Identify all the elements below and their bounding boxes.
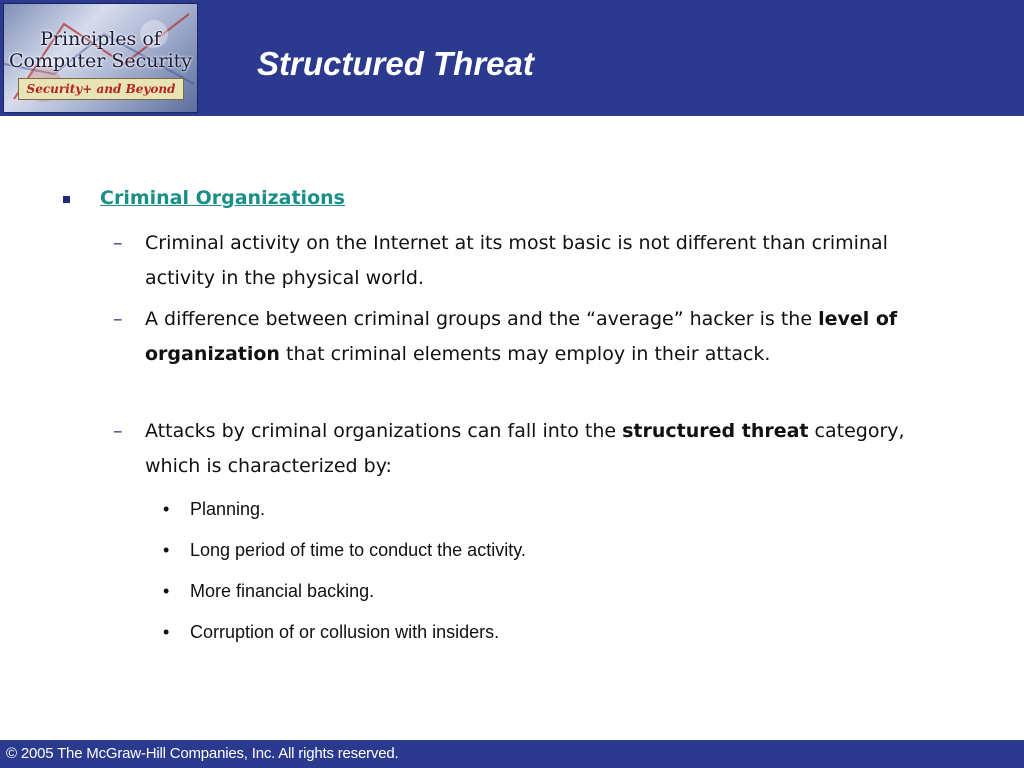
header-bar xyxy=(0,0,1024,116)
dash-icon: – xyxy=(113,420,123,442)
dash-icon: – xyxy=(113,232,123,254)
dot-bullet-icon: • xyxy=(163,581,170,601)
slide-title: Structured Threat xyxy=(257,45,534,82)
copyright-notice: © 2005 The McGraw-Hill Companies, Inc. All rights reserved. xyxy=(6,745,399,762)
logo-title-line1: Principles of xyxy=(40,28,161,50)
text-segment: A difference between criminal groups and the “average” hacker is the xyxy=(145,308,819,330)
logo-subtitle-banner: Security+ and Beyond xyxy=(18,78,184,100)
dot-bullet-icon: • xyxy=(163,540,170,560)
text-segment: category, which is characterized by: xyxy=(145,420,905,477)
sub-point-text xyxy=(145,302,953,372)
dot-bullet-icon: • xyxy=(163,622,170,642)
dot-bullet-icon: • xyxy=(163,499,170,519)
logo-title-line2: Computer Security xyxy=(8,50,193,72)
text-segment: Attacks by criminal organizations can fall into the xyxy=(145,420,623,442)
book-logo xyxy=(3,3,198,113)
dash-icon: – xyxy=(113,308,123,330)
detail-item-text: More financial backing. xyxy=(190,581,375,601)
detail-item-text: Long period of time to conduct the activity. xyxy=(190,540,526,560)
sub-point-text xyxy=(145,414,953,484)
heading-link[interactable]: Criminal Organizations xyxy=(100,187,345,209)
detail-item-text: Planning. xyxy=(190,499,266,519)
slide-content xyxy=(0,116,1024,740)
sub-point-text xyxy=(145,226,953,296)
detail-item-text: Corruption of or collusion with insiders. xyxy=(190,622,500,642)
footer-bar xyxy=(0,740,1024,768)
square-bullet-icon xyxy=(63,196,70,203)
text-segment: Criminal activity on the Internet at its most basic is not different than criminal activity in the physical world. xyxy=(145,232,888,289)
emphasized-text: level of organization xyxy=(145,308,898,365)
text-segment: that criminal elements may employ in their attack. xyxy=(279,343,771,365)
emphasized-text: structured threat xyxy=(622,420,809,442)
